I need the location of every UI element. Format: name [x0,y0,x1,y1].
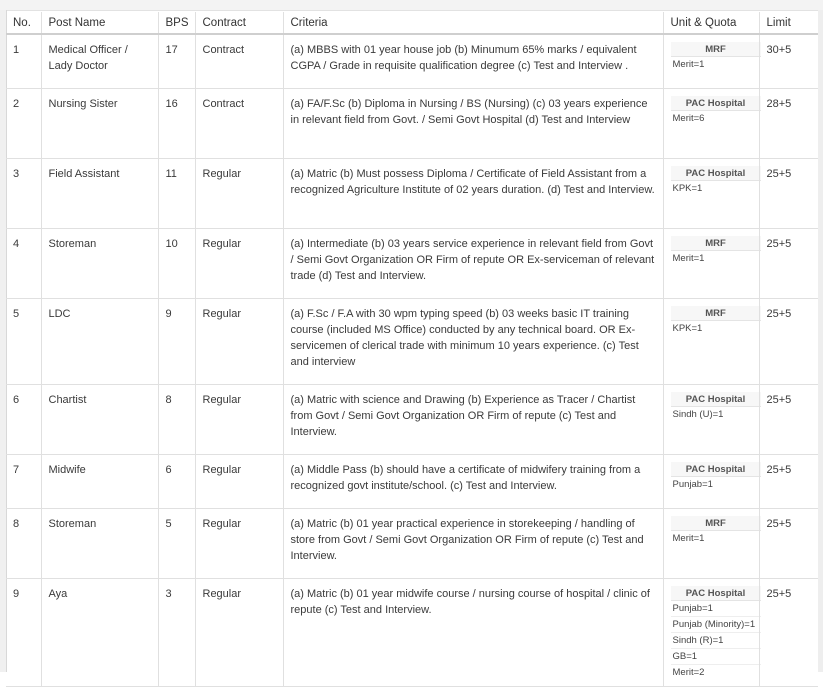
row-unit-quota [663,34,759,88]
row-unit-quota [663,508,759,578]
row-contract: Regular [195,578,283,686]
row-limit: 25+5 [759,578,818,686]
table-row [6,34,818,88]
quota-entry: KPK=1 [672,322,703,334]
browser-top-strip [0,0,823,11]
table-row [6,298,818,384]
row-contract: Regular [195,298,283,384]
table-row [6,384,818,454]
row-post-name: Chartist [41,384,158,454]
quota-entry: Punjab=1 [671,601,761,617]
quota-unit: PAC Hospital [671,462,761,477]
row-contract: Regular [195,508,283,578]
row-unit-quota [663,578,759,686]
row-bps: 9 [158,298,195,384]
quota-unit: PAC Hospital [671,586,761,601]
row-limit: 25+5 [759,454,818,508]
scrollbar-track[interactable] [818,10,823,672]
row-post-name: Storeman [41,228,158,298]
quota-entry: Punjab=1 [672,478,713,490]
table-row [6,158,818,228]
row-criteria: (a) Middle Pass (b) should have a certificate of midwifery training from a recognized govt institute/school. (c) Test and Interview. [283,454,663,508]
row-contract: Regular [195,228,283,298]
row-contract: Regular [195,384,283,454]
row-limit: 25+5 [759,298,818,384]
row-no: 1 [6,34,41,88]
header-unit-quota: Unit & Quota [663,12,759,34]
quota-unit: MRF [671,42,761,57]
quota-entry: Punjab (Minority)=1 [671,617,761,633]
row-post-name: Nursing Sister [41,88,158,158]
quota-unit: MRF [671,236,761,251]
row-bps: 10 [158,228,195,298]
header-criteria: Criteria [283,12,663,34]
quota-box [671,236,761,266]
table-row [6,578,818,686]
row-limit: 25+5 [759,228,818,298]
quota-box [671,462,761,492]
header-contract: Contract [195,12,283,34]
table-row [6,454,818,508]
table-row [6,508,818,578]
row-unit-quota [663,88,759,158]
row-no: 5 [6,298,41,384]
row-bps: 17 [158,34,195,88]
header-limit: Limit [759,12,818,34]
row-no: 4 [6,228,41,298]
row-limit: 25+5 [759,158,818,228]
quota-entry: Sindh (R)=1 [671,633,761,649]
row-post-name: Aya [41,578,158,686]
row-criteria: (a) F.Sc / F.A with 30 wpm typing speed (b) 03 weeks basic IT training course (included MS Office) conducted by any technical board. OR Ex-servicemen of clerical trade with minimum 10 years experience. (c) Test and interview [283,298,663,384]
quota-box [671,586,761,680]
row-limit: 25+5 [759,508,818,578]
row-contract: Regular [195,454,283,508]
row-criteria: (a) Matric (b) 01 year practical experience in storekeeping / handling of store from Govt / Semi Govt Organization OR Firm of repute (c) Test and Interview. [283,508,663,578]
quota-entry: Merit=2 [672,666,705,678]
row-post-name: LDC [41,298,158,384]
quota-entry: Sindh (U)=1 [672,408,724,420]
quota-entry: Merit=1 [672,532,705,544]
row-unit-quota [663,454,759,508]
row-bps: 3 [158,578,195,686]
row-bps: 8 [158,384,195,454]
quota-box [671,166,761,196]
quota-entry: Merit=1 [672,252,705,264]
row-post-name: Medical Officer / Lady Doctor [41,34,158,88]
row-limit: 30+5 [759,34,818,88]
quota-entry: KPK=1 [672,182,703,194]
row-post-name: Storeman [41,508,158,578]
quota-box [671,306,761,336]
row-unit-quota [663,158,759,228]
quota-box [671,42,761,72]
row-bps: 6 [158,454,195,508]
row-criteria: (a) FA/F.Sc (b) Diploma in Nursing / BS (Nursing) (c) 03 years experience in relevant field from Govt. / Semi Govt Hospital (d) Test and Interview [283,88,663,158]
row-criteria: (a) Intermediate (b) 03 years service experience in relevant field from Govt / Semi Govt Organization OR Firm of repute OR Ex-serviceman of relevant trade (d) Test and Interview. [283,228,663,298]
row-no: 3 [6,158,41,228]
row-unit-quota [663,228,759,298]
row-bps: 5 [158,508,195,578]
row-no: 7 [6,454,41,508]
row-criteria: (a) Matric with science and Drawing (b) Experience as Tracer / Chartist from Govt / Semi Govt Organization OR Firm of repute (c) Test and Interview. [283,384,663,454]
row-no: 6 [6,384,41,454]
row-post-name: Midwife [41,454,158,508]
row-post-name: Field Assistant [41,158,158,228]
row-limit: 28+5 [759,88,818,158]
header-no: No. [6,12,41,34]
quota-box [671,392,761,422]
table-row [6,88,818,158]
header-post-name: Post Name [41,12,158,34]
row-criteria: (a) Matric (b) Must possess Diploma / Certificate of Field Assistant from a recognized Agriculture Institute of 02 years duration. (d) Test and Interview. [283,158,663,228]
row-no: 2 [6,88,41,158]
row-unit-quota [663,384,759,454]
quota-unit: MRF [671,516,761,531]
row-no: 9 [6,578,41,686]
quota-unit: MRF [671,306,761,321]
quota-box [671,96,761,126]
quota-entry: GB=1 [671,649,761,665]
quota-unit: PAC Hospital [671,392,761,407]
row-criteria: (a) Matric (b) 01 year midwife course / nursing course of hospital / clinic of repute (c) Test and Interview. [283,578,663,686]
row-contract: Regular [195,158,283,228]
row-contract: Contract [195,88,283,158]
row-no: 8 [6,508,41,578]
jobs-table [6,12,818,687]
table-row [6,228,818,298]
header-bps: BPS [158,12,195,34]
quota-entry: Merit=1 [672,59,705,70]
row-contract: Contract [195,34,283,88]
row-limit: 25+5 [759,384,818,454]
quota-box [671,516,761,546]
row-unit-quota [663,298,759,384]
quota-unit: PAC Hospital [671,166,761,181]
quota-entry: Merit=6 [672,112,705,124]
row-criteria: (a) MBBS with 01 year house job (b) Minumum 65% marks / equivalent CGPA / Grade in requisite qualification degree (c) Test and Interview . [283,34,663,88]
table-header-row [6,12,818,34]
row-bps: 16 [158,88,195,158]
row-bps: 11 [158,158,195,228]
quota-unit: PAC Hospital [671,96,761,111]
